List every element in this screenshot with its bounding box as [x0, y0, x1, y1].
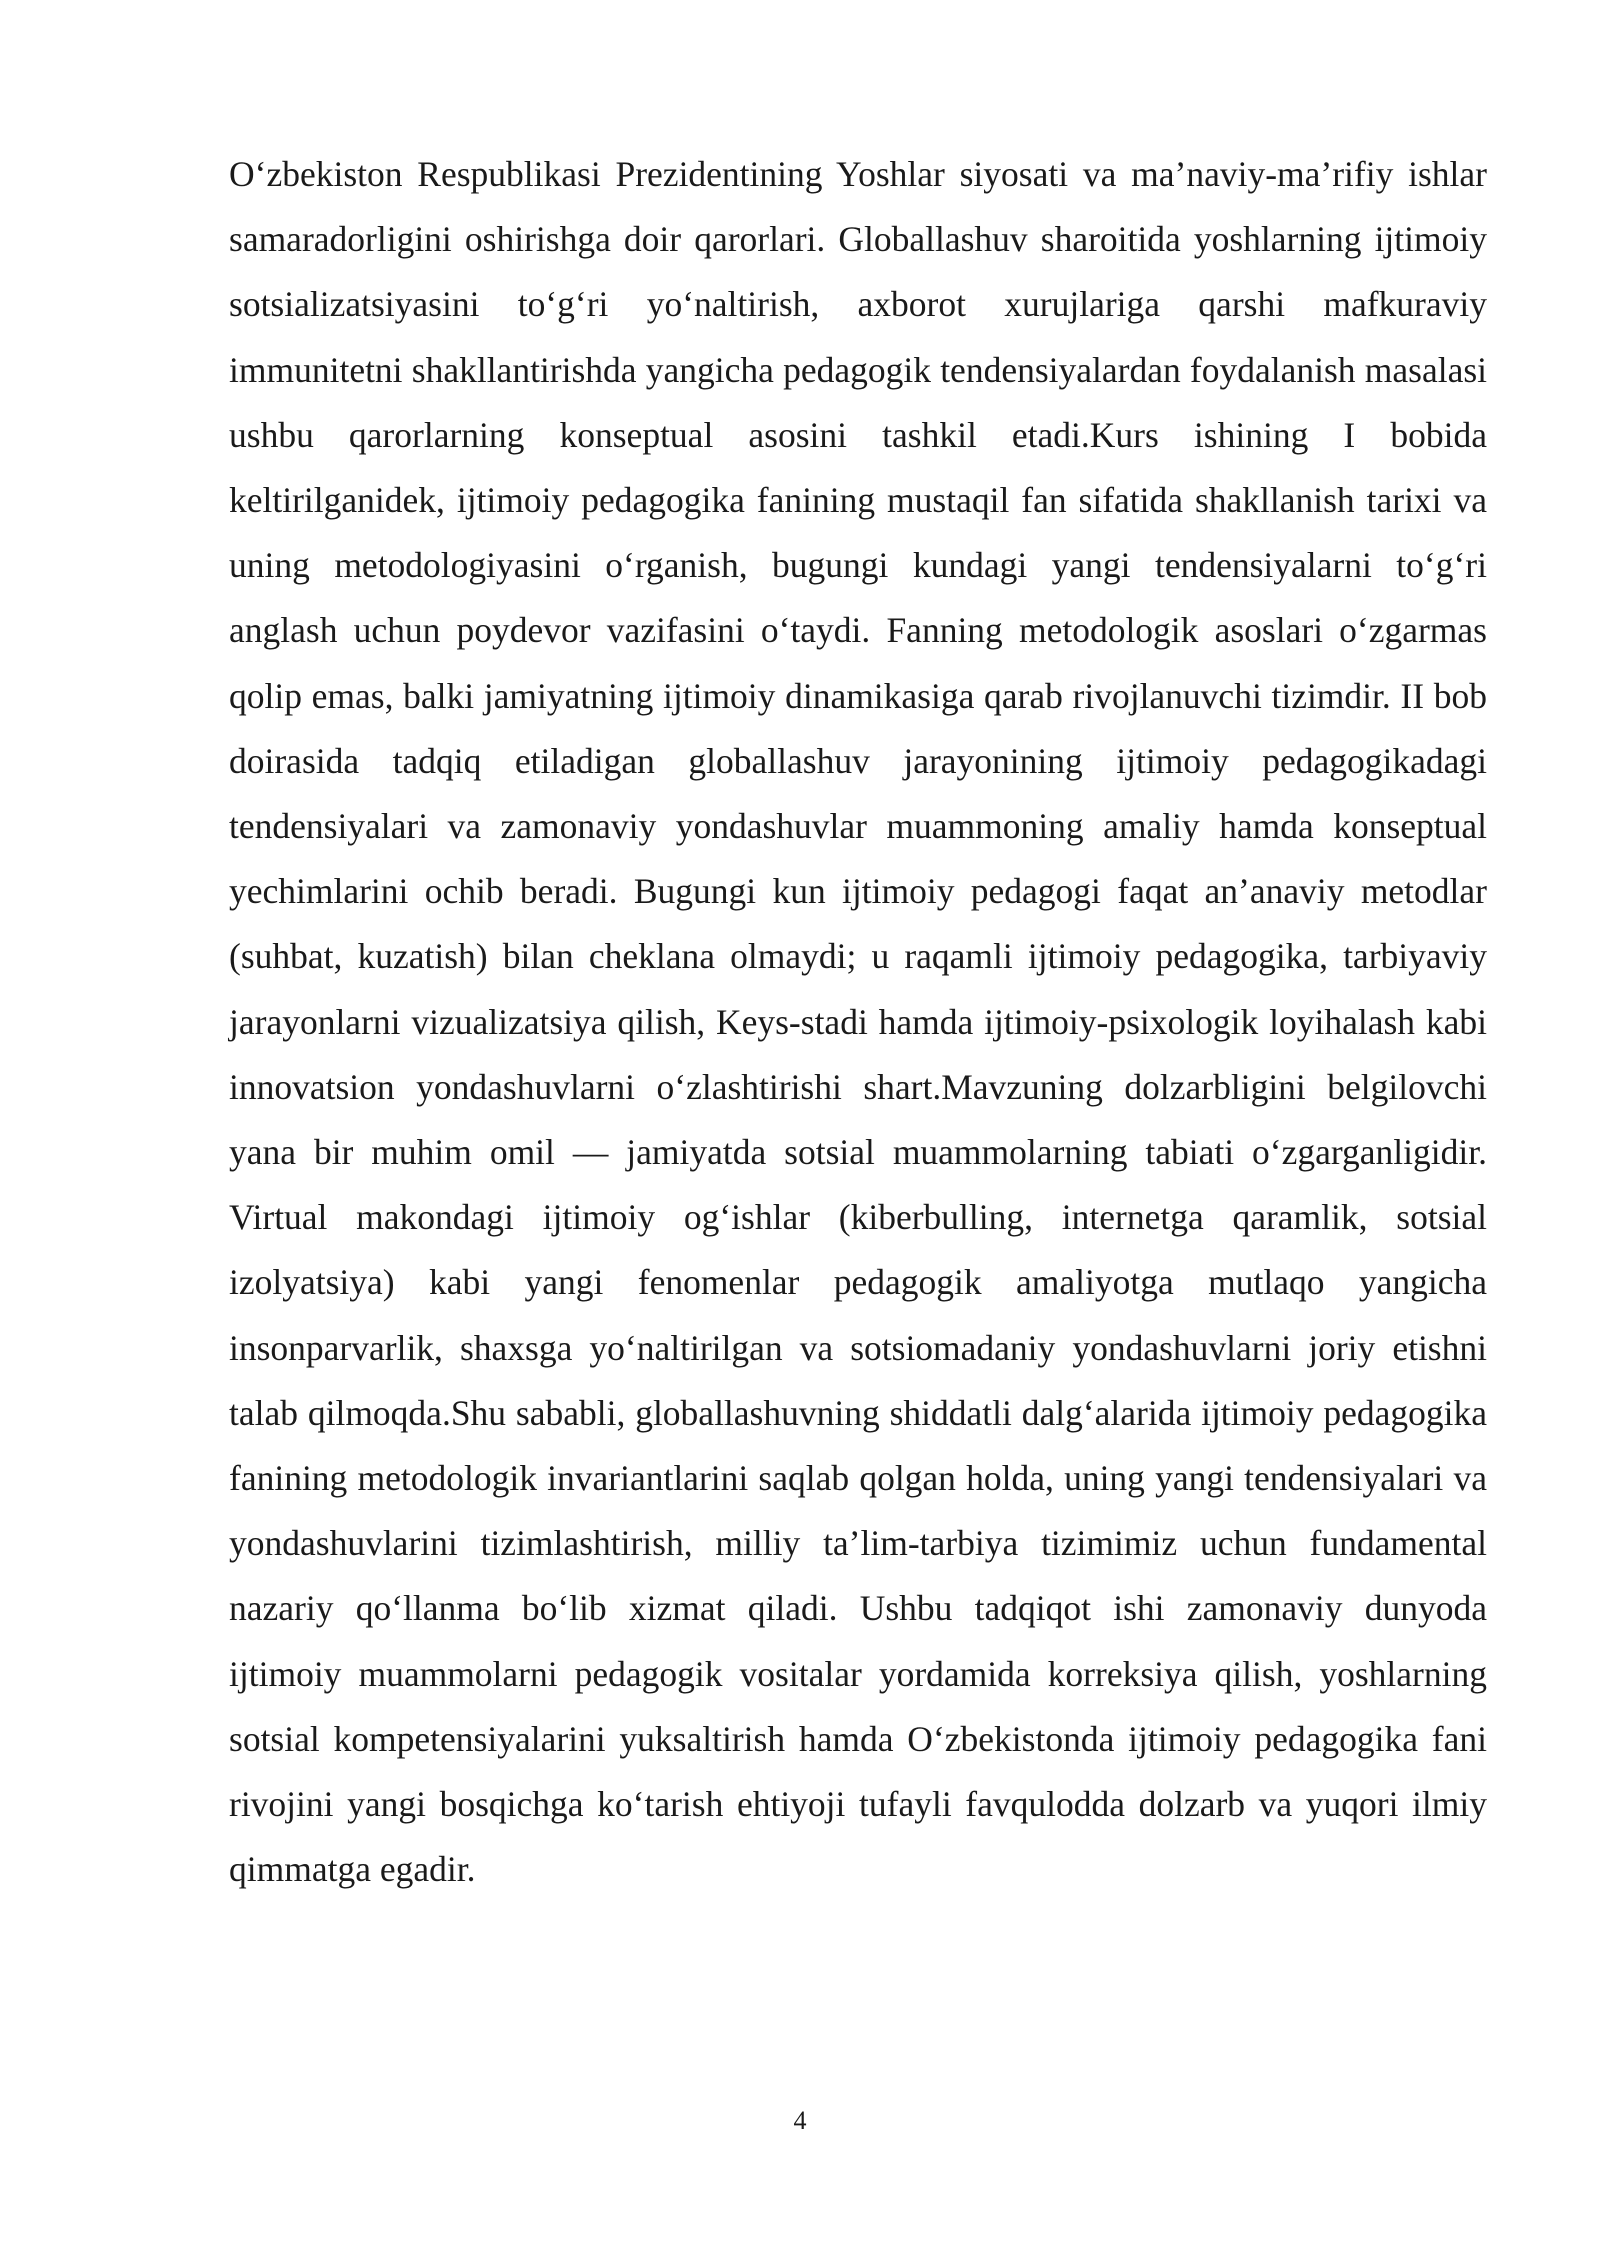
body-paragraph: O‘zbekiston Respublikasi Prezidentining Yoshlar siyosati va ma’naviy-ma’rifiy ishlar samaradorligini oshirishga doir qarorlari. Globallashuv sharoitida yoshlarning ijtimoiy sotsializatsiyasini to‘g‘ri yo‘naltirish, axborot xurujlariga qarshi mafkuraviy immunitetni shakllantirishda yangicha pedagogik tendensiyalardan foydalanish masalasi ushbu qarorlarning konseptual asosini tashkil etadi.Kurs ishining I bobida keltirilganidek, ijtimoiy pedagogika fanining mustaqil fan sifatida shakllanish tarixi va uning metodologiyasini o‘rganish, bugungi kundagi yangi tendensiyalarni to‘g‘ri anglash uchun poydevor vazifasini o‘taydi. Fanning metodologik asoslari o‘zgarmas qolip emas, balki jamiyatning ijtimoiy dinamikasiga qarab rivojlanuvchi tizimdir. II bob doirasida tadqiq etiladigan globallashuv jarayonining ijtimoiy pedagogikadagi tendensiyalari va zamonaviy yondashuvlar muammoning amaliy hamda konseptual yechimlarini ochib beradi. Bugungi kun ijtimoiy pedagogi faqat an’anaviy metodlar (suhbat, kuzatish) bilan cheklana olmaydi; u raqamli ijtimoiy pedagogika, tarbiyaviy jarayonlarni vizualizatsiya qilish, Keys-stadi hamda ijtimoiy-psixologik loyihalash kabi innovatsion yondashuvlarni o‘zlashtirishi shart.Mavzuning dolzarbligini belgilovchi yana bir muhim omil — jamiyatda sotsial muammolarning tabiati o‘zgarganligidir. Virtual makondagi ijtimoiy og‘ishlar (kiberbulling, internetga qaramlik, sotsial izolyatsiya) kabi yangi fenomenlar pedagogik amaliyotga mutlaqo yangicha insonparvarlik, shaxsga yo‘naltirilgan va sotsiomadaniy yondashuvlarni joriy etishni talab qilmoqda.Shu sababli, globallashuvning shiddatli dalg‘alarida ijtimoiy pedagogika fanining metodologik invariantlarini saqlab qolgan holda, uning yangi tendensiyalari va yondashuvlarini tizimlashtirish, milliy ta’lim-tarbiya tizimimiz uchun fundamental nazariy qo‘llanma bo‘lib xizmat qiladi. Ushbu tadqiqot ishi zamonaviy dunyoda ijtimoiy muammolarni pedagogik vositalar yordamida korreksiya qilish, yoshlarning sotsial kompetensiyalarini yuksaltirish hamda O‘zbekistonda ijtimoiy pedagogika fani rivojini yangi bosqichga ko‘tarish ehtiyoji tufayli favqulodda dolzarb va yuqori ilmiy qimmatga egadir.	[229, 154, 1487, 1890]
page-number: 4	[793, 2106, 807, 2135]
